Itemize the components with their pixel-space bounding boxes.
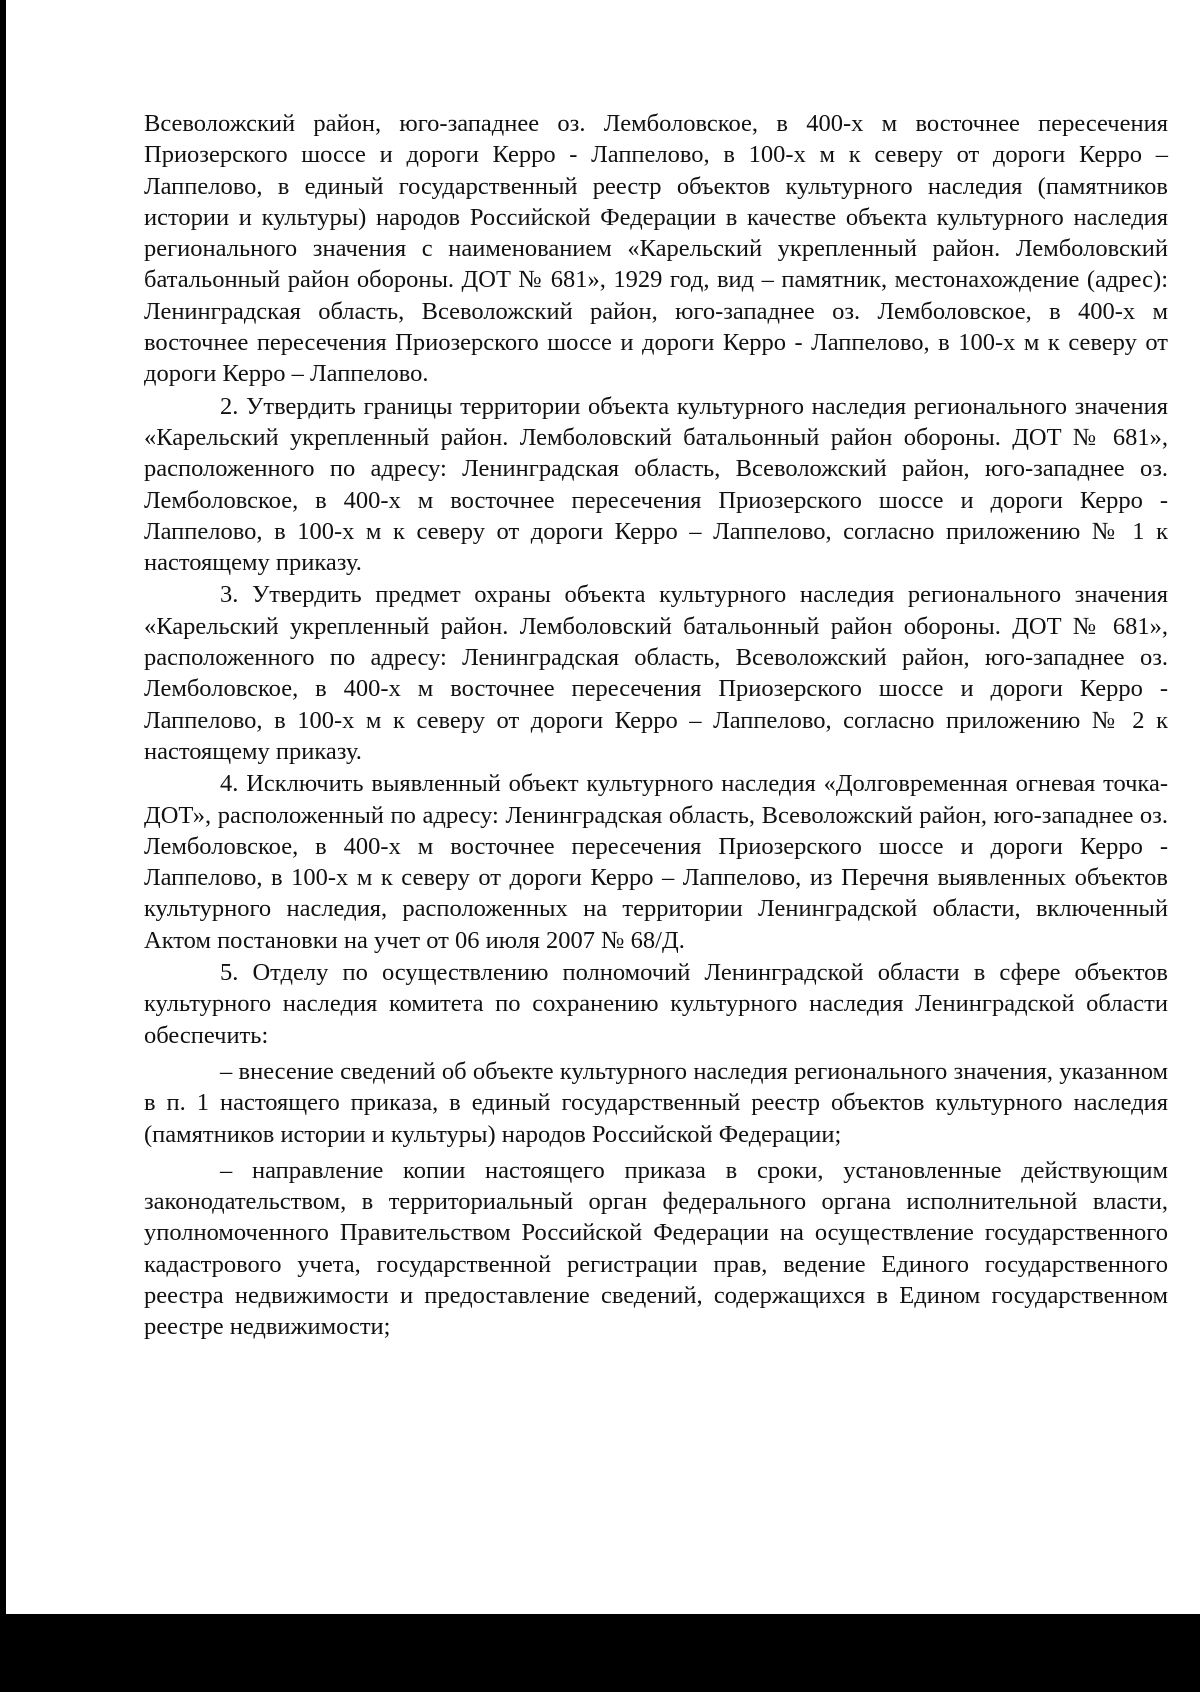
bullet-dash: – xyxy=(220,1156,233,1184)
scan-bottom-band xyxy=(0,1614,1200,1692)
paragraph-item-5 xyxy=(144,957,1168,1051)
scan-left-edge xyxy=(0,0,6,1692)
bullet-dash: – xyxy=(220,1057,233,1085)
paragraph-text: направление копии настоящего приказа в сроки, установленные действующим законодательством, в территориальный орган федерального органа исполнительной власти, уполномоченного Правительством Российской Федерации на осуществление государственного кадастрового учета, государственной регистрации прав, ведение Единого государственного реестра недвижимости и предоставление сведений, содержащихся в Едином государственном реестре недвижимости; xyxy=(144,1156,1168,1341)
item-number: 4. xyxy=(220,770,239,798)
paragraph-text: Всеволожский район, юго-западнее оз. Лемболовское, в 400-х м восточнее пересечения Приозерского шоссе и дороги Керро - Лаппелово, в 100-х м к северу от дороги Керро – Лаппелово, в единый государственный реестр объектов культурного наследия (памятников истории и культуры) народов Российской Федерации в качестве объекта культурного наследия регионального значения с наименованием «Карельский укрепленный район. Лемболовский батальонный район обороны. ДОТ № 681», 1929 год, вид – памятник, местонахождение (адрес): Ленинградская область, Всеволожский район, юго-западнее оз. Лемболовское, в 400-х м восточнее пересечения Приозерского шоссе и дороги Керро - Лаппелово, в 100-х м к северу от дороги Керро – Лаппелово. xyxy=(144,110,1168,388)
document-page xyxy=(144,108,1168,1343)
paragraph-text: Отделу по осуществлению полномочий Ленинградской области в сфере объектов культурного наследия комитета по сохранению культурного наследия Ленинградской области обеспечить: xyxy=(144,959,1168,1049)
item-number: 2. xyxy=(220,392,239,420)
paragraph-text: Исключить выявленный объект культурного наследия «Долговременная огневая точка-ДОТ», расположенный по адресу: Ленинградская область, Всеволожский район, юго-западнее оз. Лемболовское, в 400-х м восточнее пересечения Приозерского шоссе и дороги Керро - Лаппелово, в 100-х м к северу от дороги Керро – Лаппелово, из Перечня выявленных объектов культурного наследия, расположенных на территории Ленинградской области, включенный Актом постановки на учет от 06 июля 2007 № 68/Д. xyxy=(144,770,1168,954)
item-number: 5. xyxy=(220,959,239,987)
paragraph-item-4 xyxy=(144,768,1168,956)
paragraph-continuation xyxy=(144,108,1168,390)
paragraph-text: внесение сведений об объекте культурного наследия регионального значения, указанном в п. 1 настоящего приказа, в единый государственный реестр объектов культурного наследия (памятников истории и культуры) народов Российской Федерации; xyxy=(144,1057,1168,1148)
paragraph-text: Утвердить предмет охраны объекта культурного наследия регионального значения «Карельский укрепленный район. Лемболовский батальонный район обороны. ДОТ № 681», расположенного по адресу: Ленинградская область, Всеволожский район, юго-западнее оз. Лемболовское, в 400-х м восточнее пересечения Приозерского шоссе и дороги Керро - Лаппелово, в 100-х м к северу от дороги Керро – Лаппелово, согласно приложению № 2 к настоящему приказу. xyxy=(144,581,1169,765)
paragraph-bullet-copy xyxy=(144,1155,1168,1343)
paragraph-item-2 xyxy=(144,391,1168,579)
paragraph-bullet-registry xyxy=(144,1056,1168,1150)
paragraph-item-3 xyxy=(144,579,1168,767)
paragraph-text: Утвердить границы территории объекта культурного наследия регионального значения «Карельский укрепленный район. Лемболовский батальонный район обороны. ДОТ № 681», расположенного по адресу: Ленинградская область, Всеволожский район, юго-западнее оз. Лемболовское, в 400-х м восточнее пересечения Приозерского шоссе и дороги Керро - Лаппелово, в 100-х м к северу от дороги Керро – Лаппелово, согласно приложению № 1 к настоящему приказу. xyxy=(144,392,1169,577)
item-number: 3. xyxy=(220,581,239,609)
